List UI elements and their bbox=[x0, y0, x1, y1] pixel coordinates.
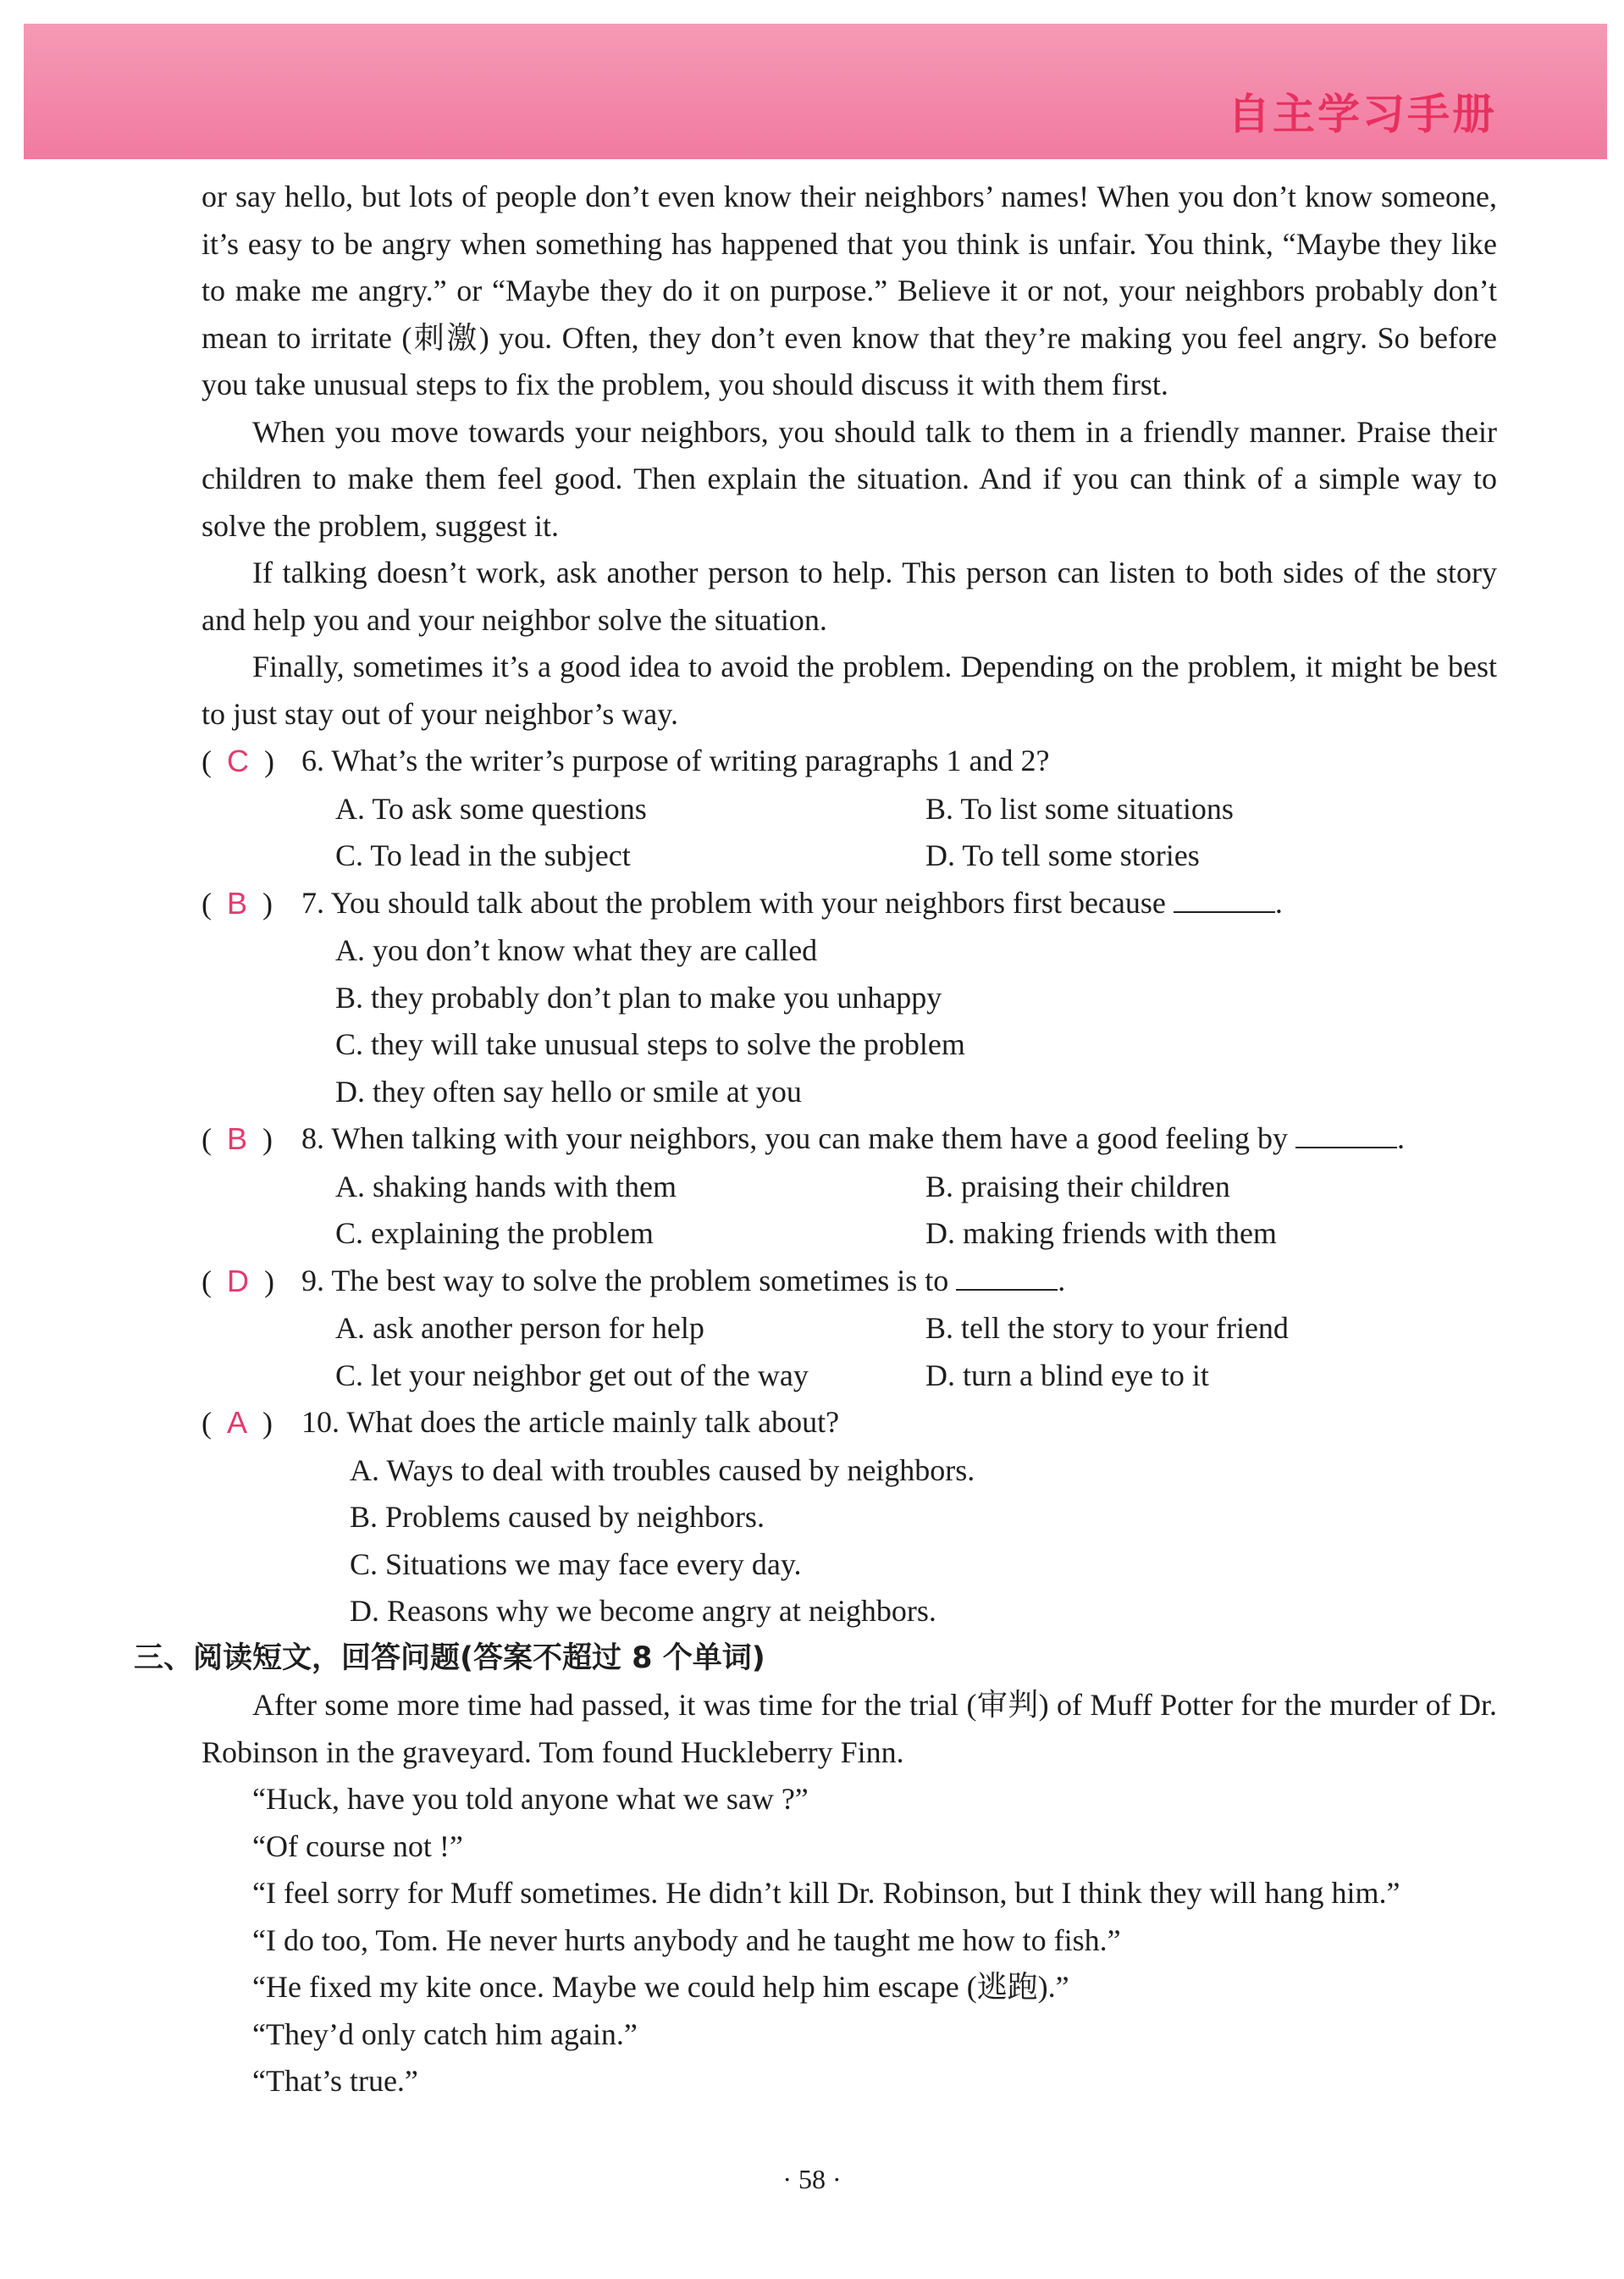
answer-blank bbox=[1174, 886, 1275, 913]
header-title: 自主学习手册 bbox=[1228, 90, 1497, 139]
answer-slot: ( C ) bbox=[202, 744, 274, 778]
answer-mark: D bbox=[227, 1263, 249, 1298]
answer-slot: ( D ) bbox=[202, 1263, 274, 1298]
option-a: A. ask another person for help bbox=[335, 1311, 704, 1345]
answer-mark: B bbox=[227, 1121, 248, 1156]
question-8: ( B ) 8. When talking with your neighbors, you can make them have a good feeling by . A. shaking hands with them B. praising their children C. explaining the problem D. making friends with them bbox=[202, 1115, 1497, 1258]
question-text: 8. When talking with your neighbors, you can make them have a good feeling by bbox=[301, 1121, 1289, 1155]
option-b: B. tell the story to your friend bbox=[925, 1311, 1289, 1345]
option-c: C. To lead in the subject bbox=[335, 838, 631, 872]
story-line: “They’d only catch him again.” bbox=[252, 2016, 638, 2051]
story-paragraph: After some more time had passed, it was time for the trial (审判) of Muff Potter for the murder of Dr. Robinson in the graveyard. Tom found Huckleberry Finn. bbox=[202, 1688, 1497, 1769]
option-a: A. you don’t know what they are called bbox=[335, 933, 818, 967]
passage-paragraph: If talking doesn’t work, ask another person to help. This person can listen to both sides of the story and help you and your neighbor solve the situation. bbox=[202, 556, 1497, 637]
story-line: “Huck, have you told anyone what we saw ?” bbox=[252, 1782, 809, 1816]
answer-mark: A bbox=[227, 1405, 248, 1440]
option-b: B. praising their children bbox=[925, 1169, 1230, 1203]
passage-paragraph: When you move towards your neighbors, you should talk to them in a friendly manner. Praise their children to make them feel good. Then explain the situation. And if you can think of a simple way to solve the problem, suggest it. bbox=[202, 414, 1497, 543]
page-number: · 58 · bbox=[782, 2164, 842, 2194]
answer-mark: B bbox=[227, 885, 248, 921]
option-a: A. shaking hands with them bbox=[335, 1169, 677, 1203]
section-title: 三、阅读短文，回答问题(答案不超过 8 个单词) bbox=[134, 1640, 765, 1675]
passage-paragraph: or say hello, but lots of people don’t even know their neighbors’ names! When you don’t know someone, it’s easy to be angry when something has happened that you think is unfair. You think, “Maybe they like to make me angry.” or “Maybe they do it on purpose.” Believe it or not, your neighbors probably don’t mean to irritate (刺激) you. Often, they don’t even know that they’re making you feel angry. So before you take unusual steps to fix the problem, you should discuss it with them first. bbox=[202, 180, 1497, 401]
option-d: D. Reasons why we become angry at neighbors. bbox=[350, 1594, 936, 1628]
story-line: “He fixed my kite once. Maybe we could help him escape (逃跑).” bbox=[252, 1970, 1069, 2004]
question-text: 7. You should talk about the problem with your neighbors first because bbox=[301, 885, 1166, 920]
answer-slot: ( B ) bbox=[202, 1121, 273, 1156]
question-6 bbox=[202, 738, 1497, 880]
story-line: “That’s true.” bbox=[252, 2064, 418, 2098]
option-d: D. turn a blind eye to it bbox=[925, 1358, 1209, 1392]
option-a: A. Ways to deal with troubles caused by neighbors. bbox=[350, 1452, 975, 1487]
option-c: C. they will take unusual steps to solve the problem bbox=[335, 1027, 965, 1061]
story-line: “I feel sorry for Muff sometimes. He didn’t kill Dr. Robinson, but I think they will hang him.” bbox=[252, 1876, 1400, 1910]
page-content bbox=[134, 174, 1497, 2105]
answer-slot: ( B ) bbox=[202, 885, 273, 921]
option-b: B. they probably don’t plan to make you unhappy bbox=[335, 980, 942, 1015]
question-9: ( D ) 9. The best way to solve the problem sometimes is to . A. ask another person for help B. tell the story to your friend C. let your neighbor get out of the way D. turn a blind eye to it bbox=[202, 1258, 1497, 1400]
question-text: 9. The best way to solve the problem sometimes is to bbox=[301, 1263, 949, 1297]
option-c: C. Situations we may face every day. bbox=[350, 1546, 802, 1581]
question-10 bbox=[202, 1399, 1497, 1635]
passage-paragraph: Finally, sometimes it’s a good idea to avoid the problem. Depending on the problem, it might be best to just stay out of your neighbor’s way. bbox=[202, 650, 1497, 731]
option-a: A. To ask some questions bbox=[335, 791, 647, 826]
question-text: 10. What does the article mainly talk about? bbox=[301, 1405, 840, 1439]
story-line: “I do too, Tom. He never hurts anybody and he taught me how to fish.” bbox=[252, 1922, 1121, 1957]
answer-mark: C bbox=[227, 744, 249, 778]
story-line: “Of course not !” bbox=[252, 1828, 463, 1863]
question-7: ( B ) 7. You should talk about the problem with your neighbors first because . A. you don’t know what they are called B. they probably don’t plan to make you unhappy C. they will take unusual steps to solve the problem D. they often say hello or smile at you bbox=[202, 880, 1497, 1116]
option-d: D. they often say hello or smile at you bbox=[335, 1074, 802, 1109]
option-d: D. making friends with them bbox=[925, 1216, 1277, 1250]
option-b: B. To list some situations bbox=[925, 791, 1234, 826]
option-c: C. let your neighbor get out of the way bbox=[335, 1358, 809, 1392]
option-b: B. Problems caused by neighbors. bbox=[350, 1500, 765, 1534]
option-d: D. To tell some stories bbox=[925, 838, 1200, 872]
option-c: C. explaining the problem bbox=[335, 1216, 654, 1250]
question-text: 6. What’s the writer’s purpose of writing paragraphs 1 and 2? bbox=[301, 744, 1050, 777]
answer-blank bbox=[956, 1264, 1058, 1291]
answer-blank bbox=[1295, 1121, 1397, 1148]
answer-slot: ( A ) bbox=[202, 1405, 273, 1440]
